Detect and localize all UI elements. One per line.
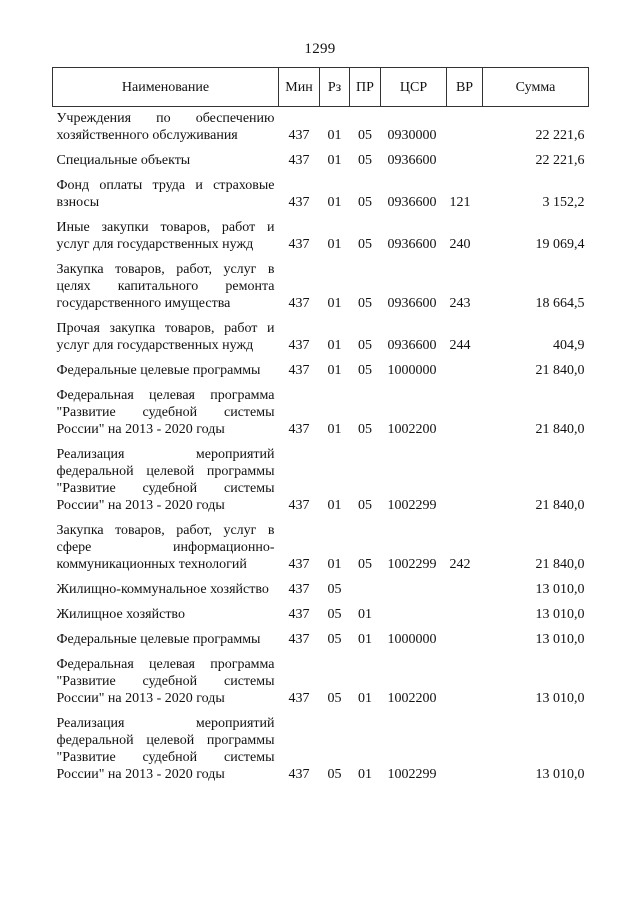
cell-rz: 01 [327, 338, 342, 353]
cell-vr [447, 603, 483, 628]
cell-rz: 01 [327, 128, 342, 143]
table-row [53, 603, 589, 628]
header-sum: Сумма [483, 68, 589, 107]
table-row [53, 317, 589, 359]
cell-vr: 243 [449, 296, 471, 311]
cell-pr: 05 [358, 128, 372, 143]
cell-sum: 13 010,0 [535, 632, 585, 647]
header-vr: ВР [447, 68, 483, 107]
cell-min: 437 [288, 296, 310, 311]
cell-pr: 01 [358, 632, 372, 647]
table-row [53, 443, 589, 519]
cell-vr [447, 443, 483, 519]
header-rz: Рз [320, 68, 350, 107]
cell-name: Жилищное хозяйство [56, 607, 185, 622]
cell-pr: 05 [358, 195, 372, 210]
cell-sum: 404,9 [553, 338, 585, 353]
cell-rz: 01 [327, 363, 342, 378]
cell-name: Реализация мероприятий федеральной целевой программы "Развитие судебной системы России" на 2013 - 2020 годы [56, 716, 275, 782]
cell-sum: 3 152,2 [542, 195, 585, 210]
cell-csr: 0936600 [387, 237, 437, 252]
cell-csr: 0936600 [387, 296, 437, 311]
cell-min: 437 [288, 607, 310, 622]
header-row [53, 68, 589, 107]
cell-name: Закупка товаров, работ, услуг в целях капитального ремонта государственного имущества [56, 262, 275, 311]
cell-vr [447, 384, 483, 443]
cell-min: 437 [288, 691, 310, 706]
table-row [53, 653, 589, 712]
cell-min: 437 [288, 557, 310, 572]
table-row [53, 628, 589, 653]
table-row [53, 258, 589, 317]
cell-pr: 05 [358, 296, 372, 311]
cell-csr: 1002299 [387, 498, 437, 513]
cell-vr [447, 578, 483, 603]
cell-pr: 01 [358, 767, 372, 782]
cell-csr: 0930000 [387, 128, 437, 143]
cell-csr: 1002200 [387, 422, 437, 437]
cell-sum: 19 069,4 [535, 237, 585, 252]
cell-rz: 01 [327, 237, 342, 252]
cell-sum: 21 840,0 [535, 363, 585, 378]
table-row [53, 578, 589, 603]
cell-csr: 1002299 [387, 557, 437, 572]
cell-sum: 13 010,0 [535, 691, 585, 706]
cell-csr: 0936600 [387, 195, 437, 210]
cell-sum: 21 840,0 [535, 557, 585, 572]
cell-rz: 05 [327, 607, 342, 622]
cell-name: Федеральные целевые программы [56, 363, 261, 378]
cell-rz: 05 [327, 767, 342, 782]
cell-name: Федеральные целевые программы [56, 632, 261, 647]
page-number: 1299 [304, 41, 336, 57]
cell-sum: 18 664,5 [535, 296, 585, 311]
cell-vr [447, 628, 483, 653]
cell-min: 437 [288, 195, 310, 210]
cell-min: 437 [288, 422, 310, 437]
cell-sum: 21 840,0 [535, 498, 585, 513]
header-pr: ПР [350, 68, 381, 107]
cell-csr [381, 603, 447, 628]
cell-pr: 05 [358, 498, 372, 513]
table-body [53, 107, 589, 789]
cell-pr: 05 [358, 338, 372, 353]
cell-name: Фонд оплаты труда и страховые взносы [56, 178, 275, 210]
cell-csr: 1002299 [387, 767, 437, 782]
cell-min: 437 [288, 338, 310, 353]
cell-rz: 01 [327, 195, 342, 210]
header-name: Наименование [53, 68, 279, 107]
cell-rz: 05 [327, 582, 342, 597]
table-header [53, 68, 589, 107]
cell-sum: 22 221,6 [535, 153, 585, 168]
cell-name: Закупка товаров, работ, услуг в сфере информационно-коммуникационных технологий [56, 523, 275, 572]
cell-pr: 05 [358, 237, 372, 252]
cell-vr: 240 [449, 237, 471, 252]
cell-csr: 1000000 [387, 632, 437, 647]
budget-table [52, 67, 589, 788]
cell-rz: 01 [327, 422, 342, 437]
cell-name: Реализация мероприятий федеральной целевой программы "Развитие судебной системы России" на 2013 - 2020 годы [56, 447, 275, 513]
cell-min: 437 [288, 237, 310, 252]
cell-rz: 05 [327, 691, 342, 706]
cell-name: Жилищно-коммунальное хозяйство [56, 582, 269, 597]
cell-vr: 121 [449, 195, 471, 210]
cell-vr [447, 359, 483, 384]
cell-min: 437 [288, 582, 310, 597]
cell-sum: 21 840,0 [535, 422, 585, 437]
cell-vr: 244 [449, 338, 471, 353]
cell-rz: 01 [327, 296, 342, 311]
cell-min: 437 [288, 498, 310, 513]
cell-csr: 1002200 [387, 691, 437, 706]
table-row [53, 216, 589, 258]
cell-pr: 05 [358, 557, 372, 572]
cell-vr: 242 [449, 557, 471, 572]
cell-rz: 01 [327, 557, 342, 572]
cell-name: Прочая закупка товаров, работ и услуг для государственных нужд [56, 321, 275, 353]
cell-min: 437 [288, 153, 310, 168]
table-row [53, 519, 589, 578]
table-row [53, 384, 589, 443]
cell-csr: 0936600 [387, 153, 437, 168]
cell-name: Иные закупки товаров, работ и услуг для государственных нужд [56, 220, 275, 252]
cell-name: Учреждения по обеспечению хозяйственного обслуживания [56, 111, 275, 143]
cell-name: Специальные объекты [56, 153, 191, 168]
cell-min: 437 [288, 767, 310, 782]
cell-sum: 13 010,0 [535, 767, 585, 782]
cell-vr [447, 653, 483, 712]
table-row [53, 174, 589, 216]
cell-pr [350, 578, 381, 603]
cell-csr [381, 578, 447, 603]
cell-csr: 1000000 [387, 363, 437, 378]
cell-min: 437 [288, 632, 310, 647]
cell-vr [447, 107, 483, 150]
cell-min: 437 [288, 128, 310, 143]
cell-vr [447, 712, 483, 788]
table-row [53, 712, 589, 788]
cell-name: Федеральная целевая программа "Развитие судебной системы России" на 2013 - 2020 годы [56, 657, 275, 706]
cell-name: Федеральная целевая программа "Развитие судебной системы России" на 2013 - 2020 годы [56, 388, 275, 437]
header-min: Мин [279, 68, 320, 107]
cell-csr: 0936600 [387, 338, 437, 353]
table-row [53, 149, 589, 174]
table-row [53, 107, 589, 150]
cell-min: 437 [288, 363, 310, 378]
cell-sum: 13 010,0 [535, 607, 585, 622]
cell-pr: 05 [358, 153, 372, 168]
cell-vr [447, 149, 483, 174]
cell-sum: 13 010,0 [535, 582, 585, 597]
cell-rz: 01 [327, 153, 342, 168]
cell-sum: 22 221,6 [535, 128, 585, 143]
cell-pr: 01 [358, 691, 372, 706]
cell-pr: 01 [358, 607, 372, 622]
cell-pr: 05 [358, 363, 372, 378]
cell-rz: 05 [327, 632, 342, 647]
cell-rz: 01 [327, 498, 342, 513]
cell-pr: 05 [358, 422, 372, 437]
header-csr: ЦСР [381, 68, 447, 107]
table-row [53, 359, 589, 384]
